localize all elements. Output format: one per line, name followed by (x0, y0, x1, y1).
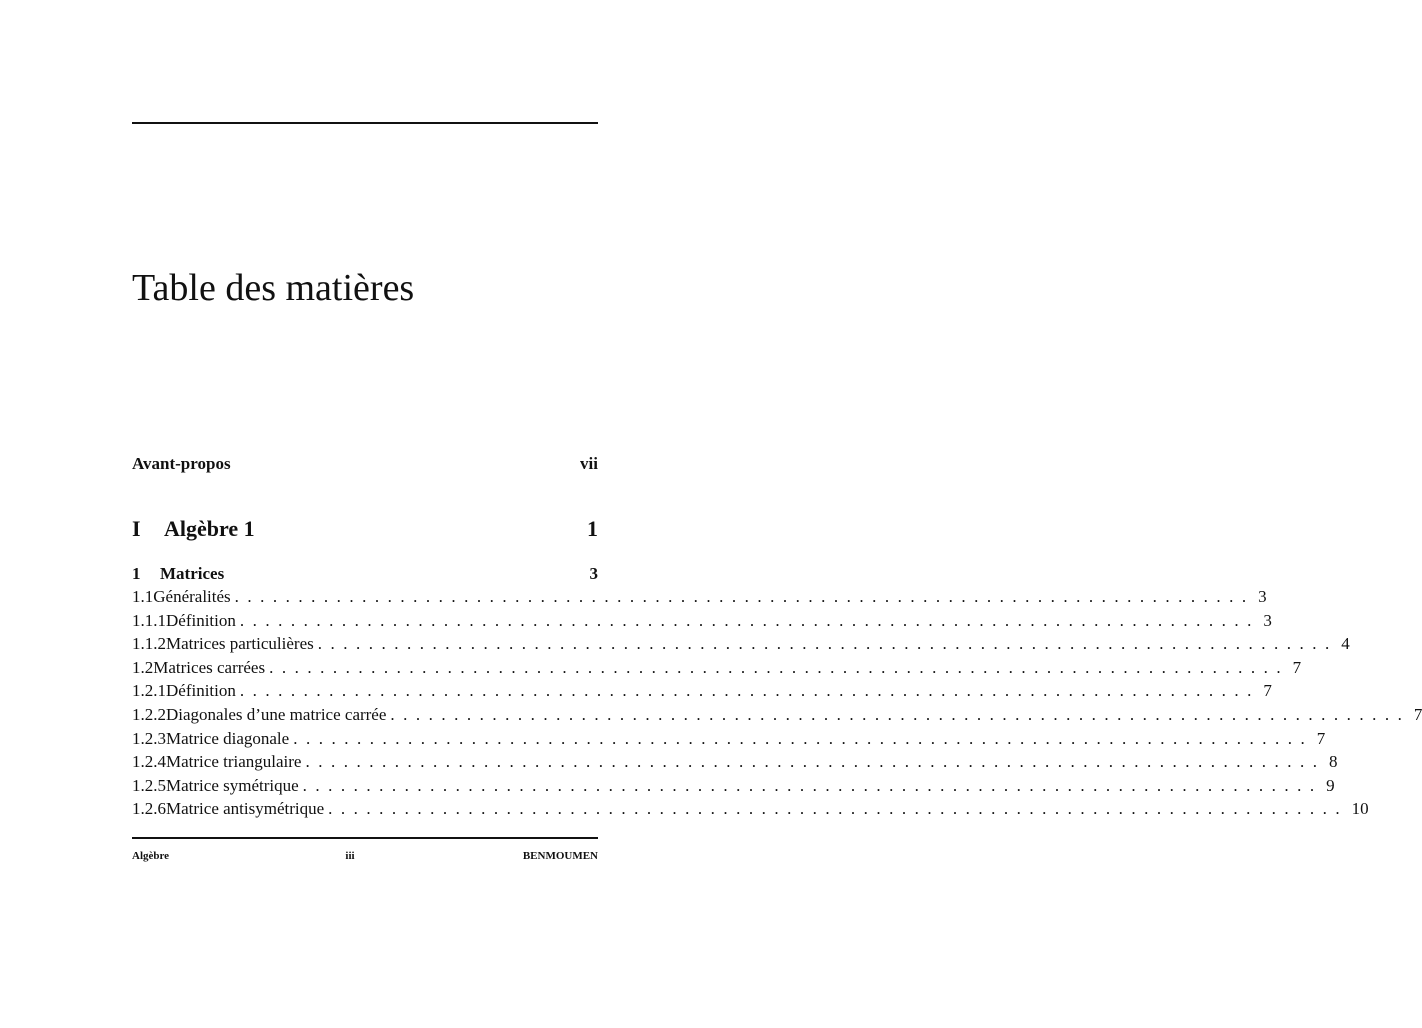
toc-page: 9 (1326, 775, 1335, 795)
toc-number: 1.1.1 (132, 610, 166, 630)
footer-rule (132, 837, 598, 839)
toc-entry[interactable] (132, 775, 1335, 796)
toc-page: 7 (1316, 728, 1326, 748)
toc-page: 10 (1351, 799, 1369, 819)
toc-label: Matrice triangulaire (166, 752, 302, 772)
dot-leader: . . . . . . . . . . . . . . . . . . . . . . . . . . . . . . . . . . . . . . . . . . . . . . . . . . . . . . . . . . . . . . . . . . . . . . . . . . . . . . . . (234, 587, 1247, 606)
dot-leader: . . . . . . . . . . . . . . . . . . . . . . . . . . . . . . . . . . . . . . . . . . . . . . . . . . . . . . . . . . . . . . . . . . . . . . . . . . . . . . . . (239, 610, 1252, 630)
dot-leader: . . . . . . . . . . . . . . . . . . . . . . . . . . . . . . . . . . . . . . . . . . . . . . . . . . . . . . . . . . . . . . . . . . . . . . . . . . . . . . . . (328, 799, 1340, 819)
toc-entry[interactable] (132, 705, 1422, 725)
toc-label: Définition (166, 681, 236, 701)
toc-label: Matrices carrées (153, 657, 266, 677)
dot-leader: . . . . . . . . . . . . . . . . . . . . . . . . . . . . . . . . . . . . . . . . . . . . . . . . . . . . . . . . . . . . . . . . . . . . . . . . . . . . . . . . (390, 705, 1402, 724)
toc-entry[interactable] (132, 587, 1267, 607)
toc-entry[interactable] (132, 728, 1326, 749)
toc-entry[interactable] (132, 610, 1272, 631)
toc-label: Matrice antisymétrique (166, 799, 325, 819)
toc-page: 3 (1263, 610, 1272, 630)
toc-number: 1.2.1 (132, 681, 166, 701)
toc-page: 3 (589, 564, 598, 583)
toc-page: 1 (587, 516, 598, 541)
toc-page: 7 (1263, 681, 1272, 701)
toc-number: 1.2.6 (132, 799, 166, 819)
toc-number: 1.2.5 (132, 775, 166, 795)
footer-right: BENMOUMEN (522, 850, 598, 862)
toc-number: 1.2.2 (132, 705, 166, 724)
toc-number: 1.1.2 (132, 634, 166, 654)
dot-leader: . . . . . . . . . . . . . . . . . . . . . . . . . . . . . . . . . . . . . . . . . . . . . . . . . . . . . . . . . . . . . . . . . . . . . . . . . . . . . . . . (269, 657, 1281, 677)
page-title: Table des matières (132, 267, 415, 309)
toc-entry[interactable] (132, 799, 1369, 819)
dot-leader: . . . . . . . . . . . . . . . . . . . . . . . . . . . . . . . . . . . . . . . . . . . . . . . . . . . . . . . . . . . . . . . . . . . . . . . . . . . . . . . . (302, 775, 1315, 795)
toc-label: Matrices particulières (166, 634, 314, 654)
toc-label: Avant-propos (132, 454, 231, 473)
toc-label: Diagonales d’une matrice carrée (166, 705, 387, 724)
toc-number: 1.2.4 (132, 752, 166, 772)
toc-entry[interactable] (132, 634, 1350, 654)
toc-page: 8 (1328, 752, 1338, 772)
toc-label: Généralités (153, 587, 231, 606)
dot-leader: . . . . . . . . . . . . . . . . . . . . . . . . . . . . . . . . . . . . . . . . . . . . . . . . . . . . . . . . . . . . . . . . . . . . . . . . . . . . . . . . (317, 634, 1330, 654)
toc-part[interactable] (132, 516, 598, 542)
toc-number: 1 (132, 564, 141, 583)
toc-page: 3 (1258, 587, 1267, 606)
toc-label: Matrices (160, 564, 225, 583)
toc-page: 7 (1413, 705, 1422, 724)
toc-number: 1.2.3 (132, 728, 166, 748)
toc-number: 1.2 (132, 657, 154, 677)
toc-page: vii (580, 454, 598, 473)
toc-label: Algèbre 1 (164, 516, 255, 541)
footer-left: Algèbre (132, 850, 170, 862)
dot-leader: . . . . . . . . . . . . . . . . . . . . . . . . . . . . . . . . . . . . . . . . . . . . . . . . . . . . . . . . . . . . . . . . . . . . . . . . . . . . . . . . (239, 681, 1252, 701)
toc-number: I (132, 516, 141, 541)
toc-chapter[interactable] (132, 564, 598, 584)
toc-page: 4 (1341, 634, 1350, 654)
header-rule (132, 122, 598, 124)
toc-entry[interactable] (132, 657, 1302, 678)
toc-front-matter[interactable] (132, 454, 598, 474)
toc-number: 1.1 (132, 587, 154, 606)
dot-leader: . . . . . . . . . . . . . . . . . . . . . . . . . . . . . . . . . . . . . . . . . . . . . . . . . . . . . . . . . . . . . . . . . . . . . . . . . . . . . . . . (305, 752, 1317, 772)
toc-label: Définition (166, 610, 236, 630)
toc-label: Matrice diagonale (166, 728, 290, 748)
dot-leader: . . . . . . . . . . . . . . . . . . . . . . . . . . . . . . . . . . . . . . . . . . . . . . . . . . . . . . . . . . . . . . . . . . . . . . . . . . . . . . . . (293, 728, 1305, 748)
toc-page: 7 (1292, 657, 1302, 677)
footer-page-number: iii (345, 850, 355, 862)
toc-entry[interactable] (132, 681, 1272, 701)
toc-label: Matrice symétrique (166, 775, 299, 795)
toc-entry[interactable] (132, 752, 1338, 772)
